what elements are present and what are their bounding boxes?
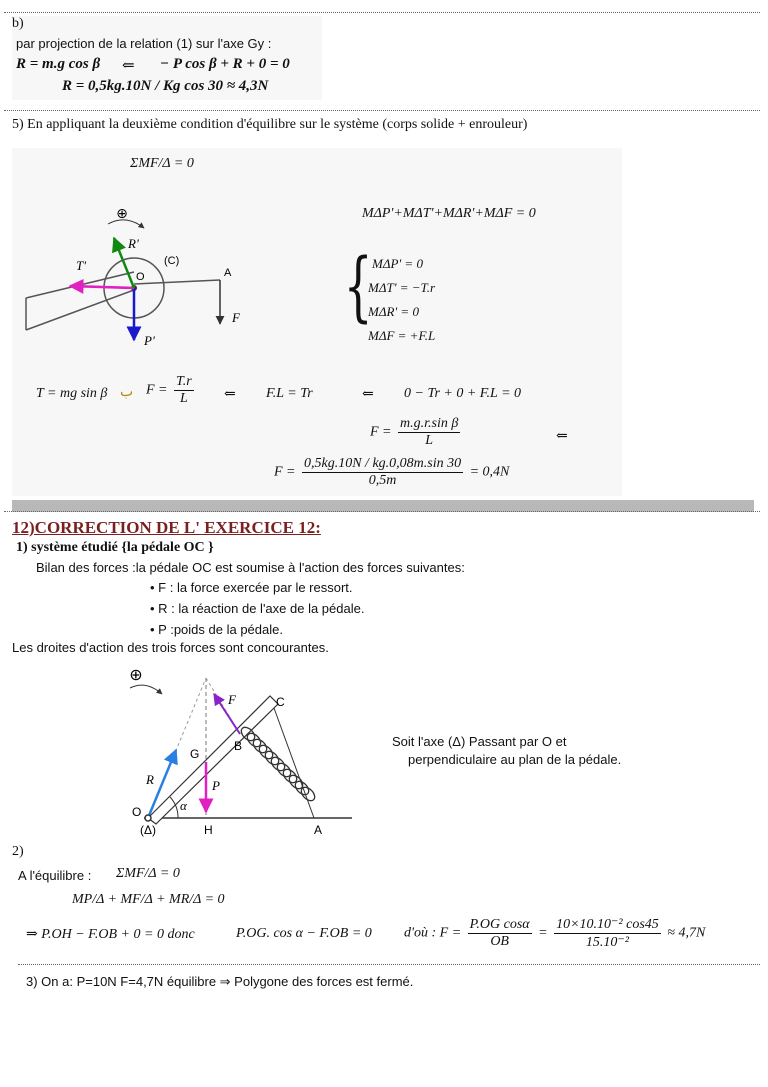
incline-top-line (26, 272, 134, 298)
label-A: A (314, 823, 323, 837)
label-F: F (232, 310, 240, 325)
ex12-concur: Les droites d'action des trois forces sont concourantes. (12, 640, 329, 655)
ex12-part3: 3) On a: P=10N F=4,7N équilibre ⇒ Polygone des forces est fermé. (26, 974, 414, 989)
rotation-plus-icon: ⊕ (129, 665, 143, 684)
spring-coils (239, 725, 317, 803)
rotation-plus-icon: ⊕ (116, 206, 128, 222)
ex12-frac2-den: 15.10⁻² (585, 935, 629, 950)
axis-text-2: perpendiculaire au plan de la pédale. (408, 752, 622, 767)
separator-top (4, 12, 760, 13)
system-line-1: MΔP' = 0 (372, 256, 423, 271)
label-R: R (146, 772, 154, 787)
ex12-eq3b: P.OG. cos α − F.OB = 0 (236, 926, 372, 941)
rope-line (134, 280, 220, 284)
eq-F2-arrow: ⇐ (556, 429, 568, 444)
separator-2 (4, 110, 760, 111)
axis-O-point (145, 815, 151, 821)
label-O: O (136, 271, 145, 283)
ex12-system: 1) système étudié {la pédale OC } (16, 540, 214, 555)
label-C: (C) (164, 255, 180, 267)
pedal-bar (148, 696, 278, 824)
label-alpha: α (180, 798, 187, 813)
eq-F3 (274, 456, 509, 489)
part-b-arrow: ⇐ (122, 58, 135, 74)
rotation-arrow (130, 685, 162, 694)
ex12-part2-label: 2) (12, 844, 24, 859)
force-T-arrow (70, 286, 134, 288)
label-delta: (Δ) (140, 823, 157, 837)
label-O: O (132, 805, 142, 819)
part-b-eq-num: R = 0,5kg.10N / Kg cos 30 ≈ 4,3N (62, 78, 269, 94)
ex12-eq3c-label: d'où : F = (404, 925, 462, 941)
system-line-3: MΔR' = 0 (368, 304, 419, 319)
label-T: T' (76, 258, 87, 273)
eq-F3-label: F = (274, 464, 296, 480)
eq-F-label: F = (146, 382, 168, 398)
force-F-arrow (214, 694, 240, 734)
ex12-eq3c (404, 916, 705, 951)
system-brace: { (343, 241, 373, 330)
label-A: A (224, 267, 232, 279)
eq-F2-num: m.g.r.sin β (400, 416, 459, 431)
pedal-diagram (118, 658, 358, 840)
eq-F2-den: L (425, 433, 434, 448)
label-F: F (228, 692, 236, 707)
eq-arrow-2: ⇐ (362, 387, 374, 402)
eq-FL: F.L = Tr (266, 386, 313, 401)
eq-F2-label: F = (370, 424, 392, 440)
label-P: P' (144, 333, 155, 348)
ex12-eq1: ΣMF/Δ = 0 (116, 866, 180, 881)
ex12-force-3: • P :poids de la pédale. (150, 622, 283, 637)
label-H: H (204, 823, 213, 837)
part-b-eq-right: − P cos β + R + 0 = 0 (160, 56, 290, 72)
ex12-eq-label: A l'équilibre : (18, 868, 92, 883)
ex12-frac2-num: 10×10.10⁻² cos45 (556, 917, 659, 932)
ex12-frac1-num: P.OG cosα (469, 917, 530, 932)
axis-text-1: Soit l'axe (Δ) Passant par O et (392, 734, 567, 749)
ex12-result: ≈ 4,7N (667, 925, 706, 941)
label-G: G (190, 747, 200, 761)
separator-3 (4, 511, 760, 512)
eq-arrow-1: ⇐ (224, 387, 236, 402)
eq-F3-den: 0,5m (368, 473, 397, 488)
ex12-force-2: • R : la réaction de l'axe de la pédale. (150, 601, 365, 616)
ex12-frac1-den: OB (490, 934, 509, 949)
eq-sep: ب (120, 385, 134, 400)
part-b-intro: par projection de la relation (1) sur l'axe Gy : (16, 36, 272, 51)
pulley-diagram (24, 200, 264, 350)
eq-F-den: L (179, 391, 188, 406)
ex12-force-1: • F : la force exercée par le ressort. (150, 580, 353, 595)
eq-F3-result: = 0,4N (469, 464, 510, 480)
part5-moment-sum: MΔP'+MΔT'+MΔR'+MΔF = 0 (362, 206, 536, 221)
eq-F-num: T.r (176, 374, 192, 389)
part5-sum-eq: ΣMF/Δ = 0 (130, 156, 194, 171)
part-b-eq-left: R = m.g cos β (16, 56, 101, 72)
eq-F-frac (146, 374, 197, 407)
label-P: P (212, 778, 220, 793)
part-b-label: b) (12, 16, 24, 31)
incline-bottom-line (26, 290, 134, 330)
separator-4 (18, 964, 760, 965)
ex12-bilan: Bilan des forces :la pédale OC est soumise à l'action des forces suivantes: (36, 560, 465, 575)
label-R: R' (128, 236, 139, 251)
eq-T: T = mg sin β (36, 386, 108, 401)
system-line-2: MΔT' = −T.r (368, 280, 436, 295)
eq-zero: 0 − Tr + 0 + F.L = 0 (404, 386, 522, 401)
ex12-eq2: MP/Δ + MF/Δ + MR/Δ = 0 (72, 892, 225, 907)
label-C: C (276, 695, 285, 709)
ex12-title: 12)CORRECTION DE L' EXERCICE 12: (12, 518, 321, 537)
part5-text: 5) En appliquant la deuxième condition d'équilibre sur le système (corps solide + enrouleur) (12, 117, 528, 132)
label-B: B (234, 739, 243, 753)
ex12-eq3a: ⇒ P.OH − F.OB + 0 = 0 donc (26, 927, 195, 942)
ex12-eq-sign: = (538, 925, 548, 941)
eq-F3-num: 0,5kg.10N / kg.0,08m.sin 30 (304, 456, 462, 471)
system-line-4: MΔF = +F.L (368, 328, 436, 343)
eq-F2 (370, 416, 463, 449)
